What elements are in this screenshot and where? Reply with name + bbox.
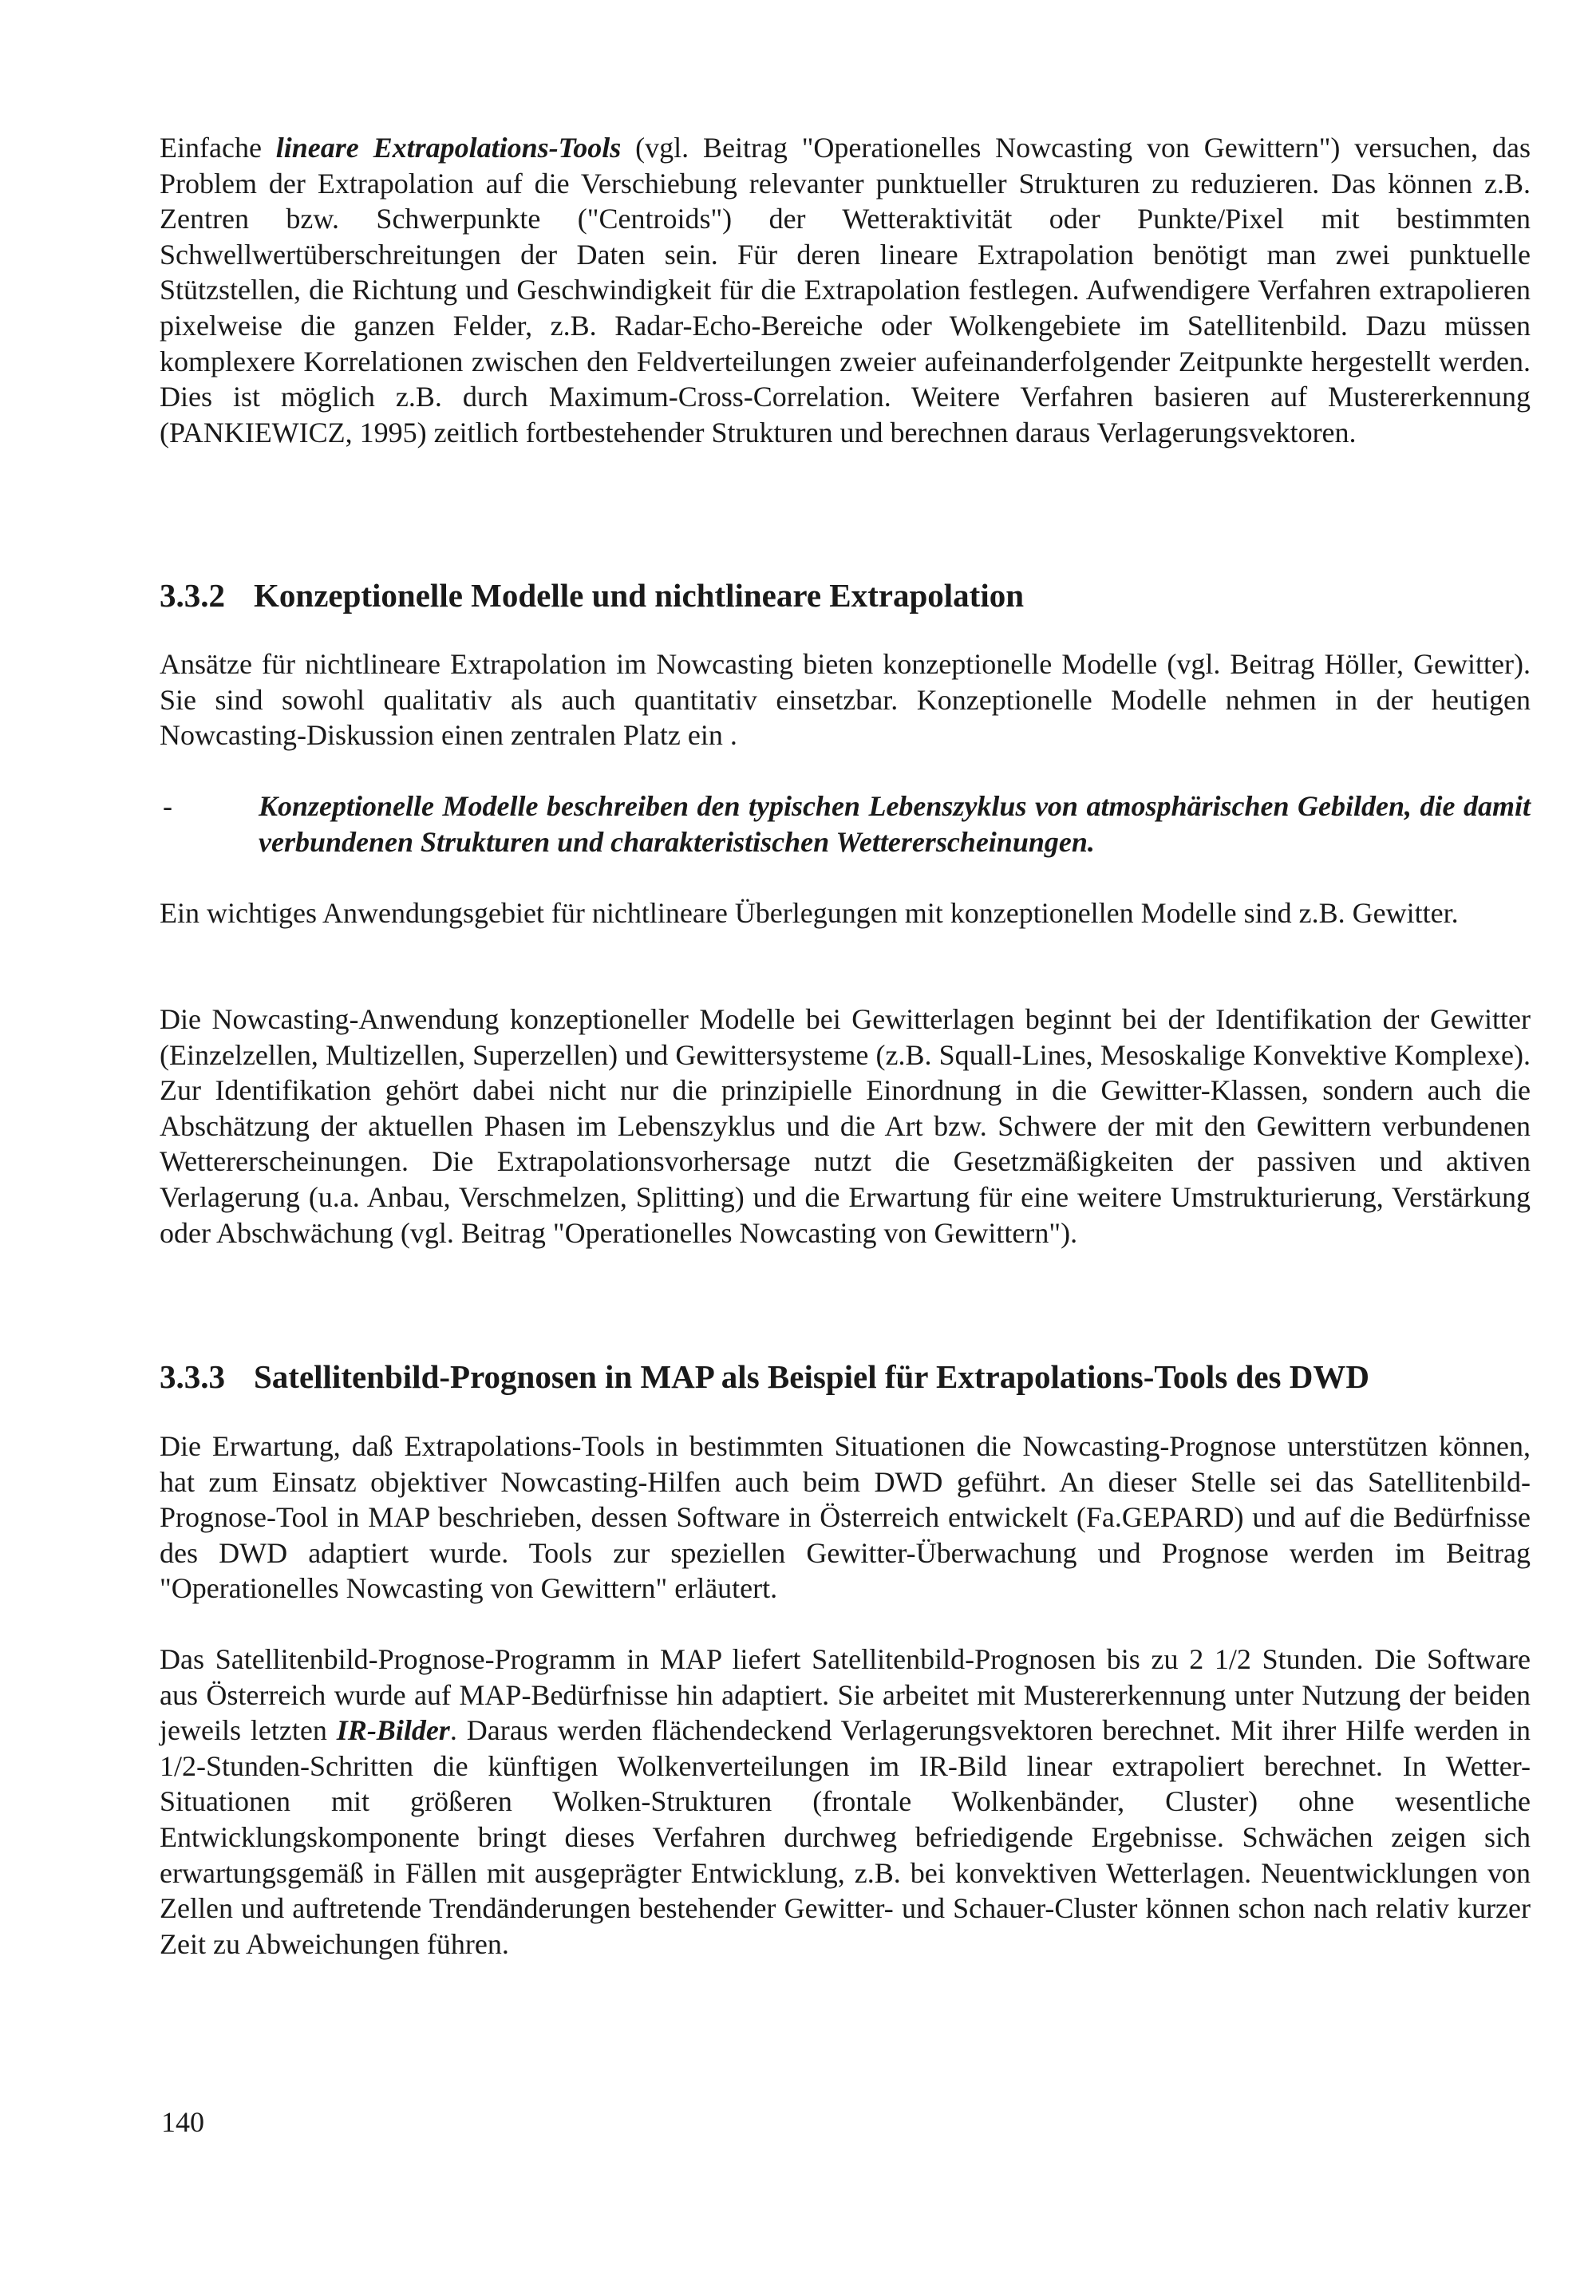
heading-number: 3.3.3 — [160, 1358, 225, 1395]
paragraph-application-area: Ein wichtiges Anwendungsgebiet für nichtlineare Überlegungen mit konzeptionellen Modelle sind z.B. Gewitter. — [160, 897, 1459, 929]
heading-number: 3.3.2 — [160, 577, 225, 614]
paragraph-satellite-prognosis — [160, 1642, 1531, 1962]
heading-title: Konzeptionelle Modelle und nichtlineare Extrapolation — [254, 577, 1025, 614]
paragraph-dwd-tools: Die Erwartung, daß Extrapolations-Tools in bestimmten Situationen die Nowcasting-Prognose unterstützen können, hat zum Einsatz objektiver Nowcasting-Hilfen auch beim DWD geführt. An dieser Stelle sei das Satellitenbild-Prognose-Tool in MAP beschrieben, dessen Software in Österreich entwickelt (Fa.GEPARD) und auf die Bedürfnisse des DWD adaptiert wurde. Tools zur speziellen Gewitter-Überwachung und Prognose werden im Beitrag "Operationelles Nowcasting von Gewittern" erläutert. — [160, 1430, 1531, 1605]
paragraph-conceptual-models: Ansätze für nichtlineare Extrapolation im Nowcasting bieten konzeptionelle Modelle (vgl. Beitrag Höller, Gewitter). Sie sind sowohl qualitativ als auch quantitativ einsetzbar. Konzeptionelle Modelle nehmen in der heutigen Nowcasting-Diskussion einen zentralen Platz ein . — [160, 648, 1531, 752]
bullet-conceptual-definition: Konzeptionelle Modelle beschreiben den typischen Lebenszyklus von atmosphärischen Gebilden, die damit verbundenen Strukturen und charakteristischen Wettererscheinungen. — [259, 790, 1531, 858]
heading-3-3-3 — [160, 1357, 1531, 1397]
paragraph-thunderstorm-nowcasting: Die Nowcasting-Anwendung konzeptioneller Modelle bei Gewitterlagen beginnt bei der Identifikation der Gewitter (Einzelzellen, Multizellen, Superzellen) und Gewittersysteme (z.B. Squall-Lines, Mesoskalige Konvektive Komplexe). Zur Identifikation gehört dabei nicht nur die prinzipielle Einordnung in die Gewitter-Klassen, sondern auch die Abschätzung der aktuellen Phasen im Lebenszyklus und die Art bzw. Schwere der mit den Gewittern verbundenen Wettererscheinungen. Die Extrapolationsvorhersage nutzt die Gesetzmäßigkeiten der passiven und aktiven Verlagerung (u.a. Anbau, Verschmelzen, Splitting) und die Erwartung für eine weitere Umstrukturierung, Verstärkung oder Abschwächung (vgl. Beitrag "Operationelles Nowcasting von Gewittern"). — [160, 1003, 1531, 1249]
paragraph-text: Das Satellitenbild-Prognose-Programm in MAP liefert Satellitenbild-Prognosen bis zu 2 1/2 Stunden. Die Software aus Österreich wurde auf MAP-Bedürfnisse hin adaptiert. Sie arbeitet mit Mustererkennung unter Nutzung der beiden jeweils letzten — [160, 1643, 1531, 1747]
heading-title: Satellitenbild-Prognosen in MAP als Beispiel für Extrapolations-Tools des DWD — [254, 1358, 1369, 1395]
paragraph-text: . Daraus werden flächendeckend Verlagerungsvektoren berechnet. Mit ihrer Hilfe werden in 1/2-Stunden-Schritten die künftigen Wolkenverteilungen im IR-Bild linear extrapoliert berechnet. In Wetter-Situationen mit größeren Wolken-Strukturen (frontale Wolkenbänder, Cluster) ohne wesentliche Entwicklungskomponente bringt dieses Verfahren durchweg befriedigende Ergebnisse. Schwächen zeigen sich erwartungsgemäß in Fällen mit ausgeprägter Entwicklung, z.B. bei konvektiven Wetterlagen. Neuentwicklungen von Zellen und auftretende Trendänderungen bestehender Gewitter- und Schauer-Cluster können schon nach relativ kurzer Zeit zu Abweichungen führen. — [160, 1714, 1531, 1960]
emphasis-ir-images: IR-Bilder — [336, 1714, 450, 1747]
paragraph-linear-extrapolation — [160, 130, 1531, 450]
bullet-marker: - — [163, 790, 172, 822]
paragraph-text: Einfache — [160, 132, 276, 164]
emphasis-linear-tools: lineare Extrapolations-Tools — [275, 132, 622, 164]
paragraph-text: (vgl. Beitrag "Operationelles Nowcasting von Gewittern") versuchen, das Problem der Extrapolation auf die Verschiebung relevanter punktueller Strukturen zu reduzieren. Das können z.B. Zentren bzw. Schwerpunkte ("Centroids") der Wetteraktivität oder Punkte/Pixel mit bestimmten Schwellwertüberschreitungen der Daten sein. Für deren lineare Extrapolation benötigt man zwei punktuelle Stützstellen, die Richtung und Geschwindigkeit für die Extrapolation festlegen. Aufwendigere Verfahren extrapolieren pixelweise die ganzen Felder, z.B. Radar-Echo-Bereiche oder Wolkengebiete im Satellitenbild. Dazu müssen komplexere Korrelationen zwischen den Feldverteilungen zweier aufeinanderfolgender Zeitpunkte hergestellt werden. Dies ist möglich z.B. durch Maximum-Cross-Correlation. Weitere Verfahren basieren auf Mustererkennung (PANKIEWICZ, 1995) zeitlich fortbestehender Strukturen und berechnen daraus Verlagerungsvektoren. — [160, 132, 1531, 449]
heading-3-3-2 — [160, 575, 1531, 615]
page-number: 140 — [161, 2106, 204, 2138]
